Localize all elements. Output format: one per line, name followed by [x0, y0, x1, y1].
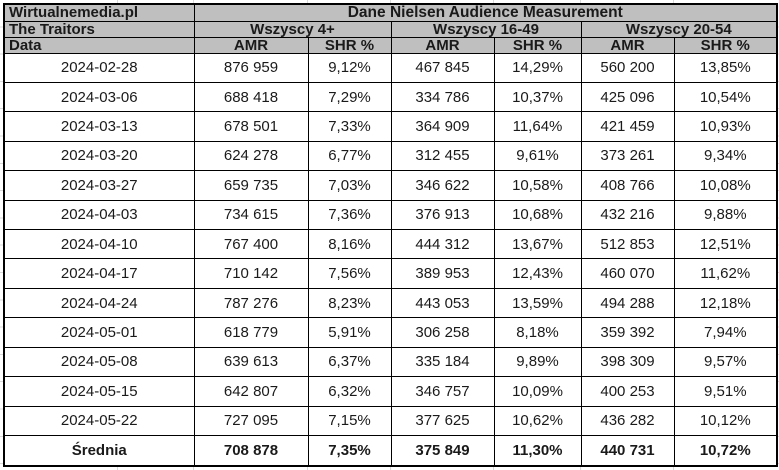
value-cell: 787 276: [194, 288, 308, 317]
value-cell: 8,16%: [308, 230, 391, 259]
value-cell: 10,08%: [674, 171, 777, 200]
value-cell: 678 501: [194, 112, 308, 141]
value-cell: 876 959: [194, 53, 308, 82]
value-cell: 708 878: [194, 435, 308, 466]
value-cell: 9,88%: [674, 200, 777, 229]
value-cell: 10,93%: [674, 112, 777, 141]
value-cell: 335 184: [391, 347, 494, 376]
amr-header-all4: AMR: [194, 37, 308, 53]
value-cell: 727 095: [194, 406, 308, 435]
table-body: [4, 53, 777, 466]
value-cell: 618 779: [194, 318, 308, 347]
value-cell: 7,36%: [308, 200, 391, 229]
value-cell: 10,72%: [674, 435, 777, 466]
value-cell: 560 200: [581, 53, 674, 82]
value-cell: 8,18%: [494, 318, 581, 347]
value-cell: 7,03%: [308, 171, 391, 200]
date-cell: 2024-03-20: [4, 141, 194, 170]
value-cell: 494 288: [581, 288, 674, 317]
table-row: [4, 112, 777, 141]
value-cell: 443 053: [391, 288, 494, 317]
value-cell: 639 613: [194, 347, 308, 376]
value-cell: 377 625: [391, 406, 494, 435]
amr-header-20-54: AMR: [581, 37, 674, 53]
value-cell: 312 455: [391, 141, 494, 170]
value-cell: 7,33%: [308, 112, 391, 141]
value-cell: 10,68%: [494, 200, 581, 229]
value-cell: 10,12%: [674, 406, 777, 435]
shr-header-20-54: SHR %: [674, 37, 777, 53]
value-cell: 421 459: [581, 112, 674, 141]
value-cell: 6,37%: [308, 347, 391, 376]
value-cell: 10,62%: [494, 406, 581, 435]
date-column-header: Data: [4, 37, 194, 53]
value-cell: 440 731: [581, 435, 674, 466]
value-cell: 6,77%: [308, 141, 391, 170]
table-row: [4, 318, 777, 347]
date-cell: 2024-05-01: [4, 318, 194, 347]
value-cell: 9,89%: [494, 347, 581, 376]
value-cell: 767 400: [194, 230, 308, 259]
date-cell: 2024-05-08: [4, 347, 194, 376]
value-cell: 7,35%: [308, 435, 391, 466]
header-row-groups: [4, 21, 777, 37]
value-cell: 13,85%: [674, 53, 777, 82]
show-label: The Traitors: [4, 21, 194, 37]
summary-label-cell: Średnia: [4, 435, 194, 466]
date-cell: 2024-03-13: [4, 112, 194, 141]
table-row: [4, 82, 777, 111]
value-cell: 364 909: [391, 112, 494, 141]
value-cell: 346 622: [391, 171, 494, 200]
table-row: [4, 171, 777, 200]
group-header-16-49: Wszyscy 16-49: [391, 21, 581, 37]
shr-header-16-49: SHR %: [494, 37, 581, 53]
value-cell: 10,09%: [494, 377, 581, 406]
value-cell: 375 849: [391, 435, 494, 466]
value-cell: 512 853: [581, 230, 674, 259]
date-cell: 2024-05-22: [4, 406, 194, 435]
value-cell: 346 757: [391, 377, 494, 406]
value-cell: 400 253: [581, 377, 674, 406]
value-cell: 6,32%: [308, 377, 391, 406]
value-cell: 10,58%: [494, 171, 581, 200]
table-row: [4, 53, 777, 82]
value-cell: 467 845: [391, 53, 494, 82]
value-cell: 11,30%: [494, 435, 581, 466]
table-row: [4, 406, 777, 435]
value-cell: 376 913: [391, 200, 494, 229]
value-cell: 373 261: [581, 141, 674, 170]
value-cell: 11,62%: [674, 259, 777, 288]
value-cell: 436 282: [581, 406, 674, 435]
table-row: [4, 200, 777, 229]
date-cell: 2024-04-10: [4, 230, 194, 259]
value-cell: 408 766: [581, 171, 674, 200]
date-cell: 2024-05-15: [4, 377, 194, 406]
value-cell: 13,59%: [494, 288, 581, 317]
date-cell: 2024-04-24: [4, 288, 194, 317]
group-header-all4: Wszyscy 4+: [194, 21, 391, 37]
value-cell: 710 142: [194, 259, 308, 288]
value-cell: 7,29%: [308, 82, 391, 111]
shr-header-all4: SHR %: [308, 37, 391, 53]
value-cell: 12,51%: [674, 230, 777, 259]
table-row: [4, 288, 777, 317]
date-cell: 2024-04-03: [4, 200, 194, 229]
value-cell: 9,34%: [674, 141, 777, 170]
value-cell: 734 615: [194, 200, 308, 229]
value-cell: 8,23%: [308, 288, 391, 317]
brand-label: Wirtualnemedia.pl: [4, 4, 194, 21]
value-cell: 659 735: [194, 171, 308, 200]
table-header: [4, 4, 777, 53]
value-cell: 444 312: [391, 230, 494, 259]
nielsen-audience-table: [3, 3, 778, 467]
date-cell: 2024-03-27: [4, 171, 194, 200]
value-cell: 9,61%: [494, 141, 581, 170]
value-cell: 389 953: [391, 259, 494, 288]
value-cell: 7,56%: [308, 259, 391, 288]
value-cell: 334 786: [391, 82, 494, 111]
value-cell: 10,54%: [674, 82, 777, 111]
value-cell: 398 309: [581, 347, 674, 376]
value-cell: 9,57%: [674, 347, 777, 376]
table-row: [4, 347, 777, 376]
value-cell: 306 258: [391, 318, 494, 347]
header-row-metrics: [4, 37, 777, 53]
table-row: [4, 377, 777, 406]
value-cell: 13,67%: [494, 230, 581, 259]
date-cell: 2024-02-28: [4, 53, 194, 82]
value-cell: 11,64%: [494, 112, 581, 141]
value-cell: 7,15%: [308, 406, 391, 435]
date-cell: 2024-04-17: [4, 259, 194, 288]
date-cell: 2024-03-06: [4, 82, 194, 111]
value-cell: 425 096: [581, 82, 674, 111]
value-cell: 624 278: [194, 141, 308, 170]
table-row: [4, 141, 777, 170]
table-title: Dane Nielsen Audience Measurement: [194, 4, 777, 21]
value-cell: 5,91%: [308, 318, 391, 347]
value-cell: 9,51%: [674, 377, 777, 406]
table-row: [4, 259, 777, 288]
amr-header-16-49: AMR: [391, 37, 494, 53]
summary-row: [4, 435, 777, 466]
value-cell: 10,37%: [494, 82, 581, 111]
value-cell: 642 807: [194, 377, 308, 406]
value-cell: 12,18%: [674, 288, 777, 317]
value-cell: 7,94%: [674, 318, 777, 347]
value-cell: 688 418: [194, 82, 308, 111]
table-row: [4, 230, 777, 259]
value-cell: 14,29%: [494, 53, 581, 82]
value-cell: 359 392: [581, 318, 674, 347]
value-cell: 460 070: [581, 259, 674, 288]
group-header-20-54: Wszyscy 20-54: [581, 21, 777, 37]
value-cell: 9,12%: [308, 53, 391, 82]
value-cell: 432 216: [581, 200, 674, 229]
value-cell: 12,43%: [494, 259, 581, 288]
header-row-title: [4, 4, 777, 21]
